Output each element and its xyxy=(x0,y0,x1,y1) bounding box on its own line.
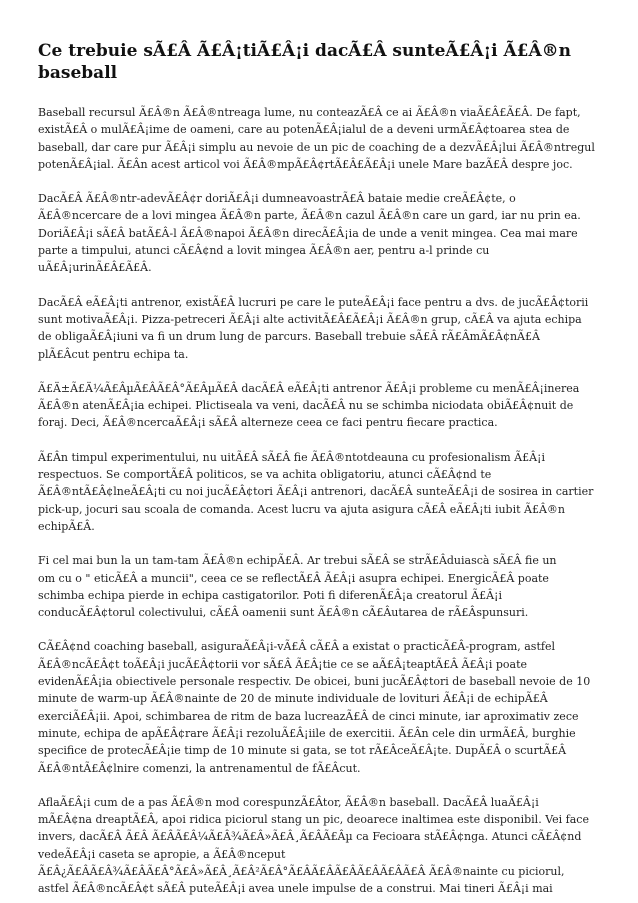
article-title: Ce trebuie sÃ£Â Ã£Â¡tiÃ£Â¡i dacÃ£Â sunteÃ£Â¡i Ã£Â®n baseball xyxy=(38,41,572,83)
paragraph-4: Ã£Ä±Ã£Ä¼Ã£ÂµÃ£ÂÃ£Â°Ã£ÂµÃ£Â dacÃ£Â eÃ£Â¡ti antrenor Ã£Â¡i probleme cu menÃ£Â¡inerea Ã£Â®n atenÃ£Â¡ia echipei. Plictiseala va veni, dacÃ£Â nu se schimba niciodata obiÃ£Â¢nuit de foraj. Deci, Ã£Â®ncercaÃ£Â¡i sÃ£Â alterneze ceea ce faci pentru fiecare practica. xyxy=(38,381,580,430)
paragraph-5: Ã£Ân timpul experimentului, nu uitÃ£Â sÃ£Â fie Ã£Â®ntotdeauna cu profesionalism Ã£Â¡i respectuos. Se comportÃ£Â politicos, se va achita obligatoriu, atunci cÃ£Â¢nd te Ã£Â®ntÃ£Â¢lneÃ£Â¡ti cu noi jucÃ£Â¢tori Ã£Â¡i antrenori, dacÃ£Â sunteÃ£Â¡i de sosirea in cartier pick-up, jocuri sau scoala de comanda. Acest lucru va ajuta asigura cÃ£Â eÃ£Â¡ti iubit Ã£Â®n echipÃ£Â. xyxy=(38,450,594,533)
paragraph-1: Baseball recursul Ã£Â®n Ã£Â®ntreaga lume, nu conteazÃ£Â ce ai Ã£Â®n viaÃ£Â£Ã£Â. De fapt, existÃ£Â o mulÃ£Â¡ime de oameni, care au potenÃ£Â¡ialul de a deveni urmÃ£Â¢toarea stea de baseball, dar care pur Ã£Â¡i simplu au nevoie de un pic de coaching de a dezvÃ£Â¡lui Ã£Â®ntregul potenÃ£Â¡ial. Ã£Ân acest articol voi Ã£Â®mpÃ£Â¢rtÃ£Â£Ã£Â¡i unele Mare bazÃ£Â despre joc. xyxy=(38,106,595,171)
paragraph-8: AflaÃ£Â¡i cum de a pas Ã£Â®n mod corespunzÃ£Âtor, Ã£Â®n baseball. DacÃ£Â luaÃ£Â¡i mÃ£Â¢na dreaptÃ£Â, apoi ridica piciorul stang un pic, deoarece inaltimea este disponibil. Vei face invers, dacÃ£Â Ã£Â Ã£ÂÃ£Â¼Ã£Â¾Ã£Â»Ã£Â¸Ã£ÂÃ£Âµ ca Fecioara stÃ£Â¢nga. Atunci cÃ£Â¢nd vedeÃ£Â¡i caseta se apropie, a Ã£Â®nceput Ã£Â¿Ã£ÂÃ£Â¾Ã£ÂÃ£Â°Ã£Â»Ã£Â¸Ã£Â²Ã£Â°Ã£ÂÃ£ÂÃ£ÂÃ£ÂÃ£ÂÃ£Â Ã£Â®nainte cu piciorul, astfel Ã£Â®ncÃ£Â¢t sÃ£Â puteÃ£Â¡i avea unele impulse de a construi. Mai tineri Ã£Â¡i mai xyxy=(38,795,589,896)
paragraph-6: Fi cel mai bun la un tam-tam Ã£Â®n echipÃ£Â. Ar trebui sÃ£Â se strÃ£Âduiascà sÃ£Â fie un om cu o " eticÃ£Â a muncii", ceea ce se reflectÃ£Â Ã£Â¡i asupra echipei. EnergicÃ£Â poate schimba echipa pierde in echipa castigatorilor. Poti fi diferenÃ£Â¡a creatorul Ã£Â¡i conducÃ£Â¢torul colectivului, cÃ£Â oamenii sunt Ã£Â®n cÃ£Âutarea de rÃ£Âspunsuri. xyxy=(38,554,557,620)
paragraph-3: DacÃ£Â eÃ£Â¡ti antrenor, existÃ£Â lucruri pe care le puteÃ£Â¡i face pentru a dvs. de jucÃ£Â¢torii sunt motivaÃ£Â¡i. Pizza-petreceri Ã£Â¡i alte activitÃ£Â£Ã£Â¡i Ã£Â®n grup, cÃ£Â va ajuta echipa de obligaÃ£Â¡iuni va fi un drum lung de parcurs. Baseball trebuie sÃ£Â rÃ£ÂmÃ£Â¢nÃ£Â plÃ£Âcut pentru echipa ta. xyxy=(38,295,589,361)
paragraph-2: DacÃ£Â Ã£Â®ntr-adevÃ£Â¢r doriÃ£Â¡i dumneavoastrÃ£Â bataie medie creÃ£Â¢te, o Ã£Â®ncercare de a lovi mingea Ã£Â®n parte, Ã£Â®n cazul Ã£Â®n care un gard, iar nu prin ea. DoriÃ£Â¡i sÃ£Â batÃ£Â-l Ã£Â®napoi Ã£Â®n direcÃ£Â¡ia de unde a venit mingea. Cea mai mare parte a timpului, atunci cÃ£Â¢nd a lovit mingea Ã£Â®n aer, pentru a-l prinde cu uÃ£Â¡urinÃ£Â£Ã£Â. xyxy=(38,192,581,275)
paragraph-7: CÃ£Â¢nd coaching baseball, asiguraÃ£Â¡i-vÃ£Â cÃ£Â a existat o practicÃ£Â-program, astfel Ã£Â®ncÃ£Â¢t toÃ£Â¡i jucÃ£Â¢torii vor sÃ£Â Ã£Â¡tie ce se aÃ£Â¡teaptÃ£Â Ã£Â¡i poate evidenÃ£Â¡ia obiectivele personale respectiv. De obicei, buni jucÃ£Â¢tori de baseball nevoie de 10 minute de warm-up Ã£Â®nainte de 20 de minute individuale de lovituri Ã£Â¡i de echipÃ£Â exerciÃ£Â¡ii. Apoi, schimbarea de ritm de baza lucreazÃ£Â de cinci minute, iar aproximativ zece minute, echipa de apÃ£Â¢rare Ã£Â¡i rezoluÃ£Â¡iile de exercitii. Ã£Ân cele din urmÃ£Â, burghie specifice de protecÃ£Â¡ie timp de 10 minute si gata, se tot rÃ£ÂceÃ£Â¡te. DupÃ£Â o scurtÃ£Â Ã£Â®ntÃ£Â¢lnire comenzi, la antrenamentul de fÃ£Âcut. xyxy=(38,640,591,775)
